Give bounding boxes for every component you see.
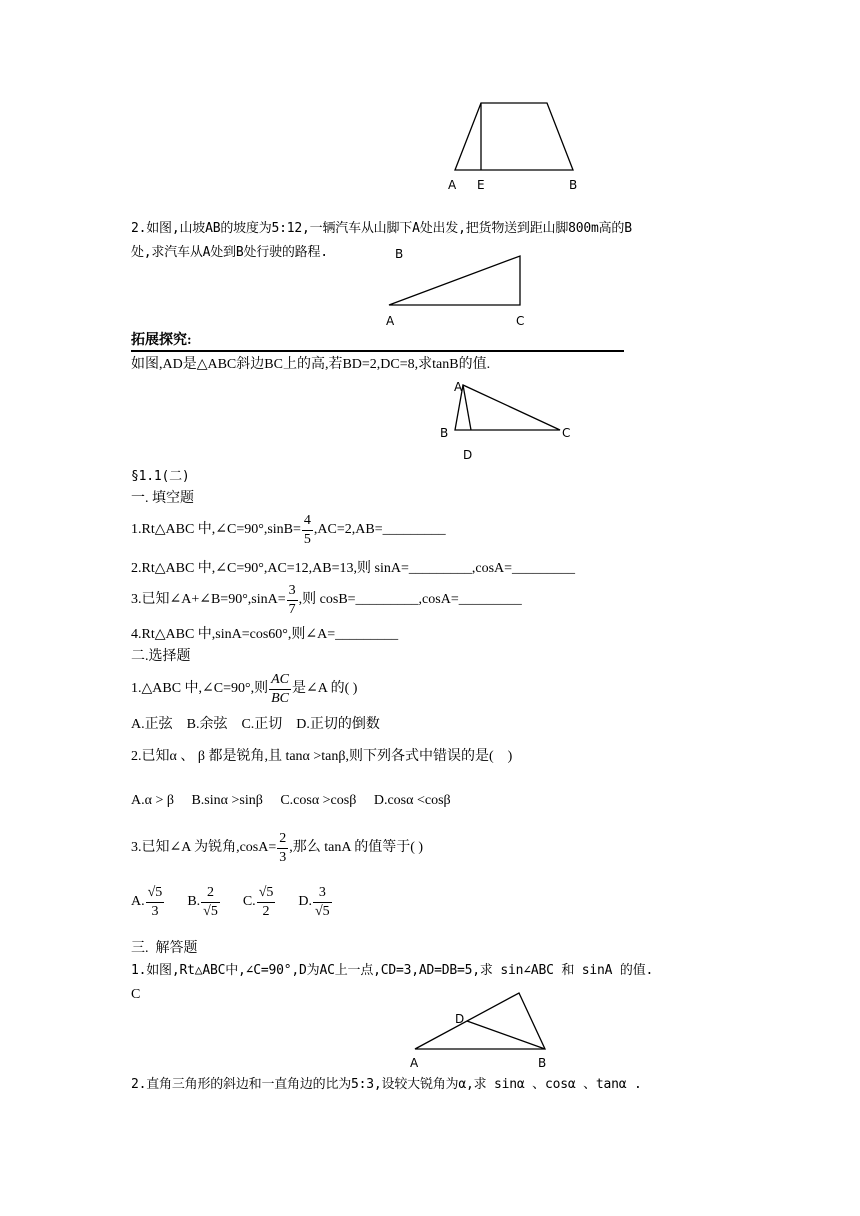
answer-question-1-c: C: [131, 987, 141, 1002]
choice-2-options: A.α > β B.sinα >sinβ C.cosα >cosβ D.cosα <cosβ: [131, 793, 451, 808]
fraction-numerator: √5: [146, 884, 165, 903]
figure-label-c: C: [516, 314, 525, 328]
answer-heading: 三. 解答题: [131, 941, 198, 956]
option-d-letter: D.: [298, 894, 312, 909]
option-c-letter: C.: [242, 894, 256, 909]
fraction-denominator: 2: [262, 903, 270, 919]
fill-3-post: ,则 cosB=_________,cosA=_________: [298, 592, 522, 607]
fraction: [269, 671, 291, 708]
fraction-denominator: √5: [315, 903, 330, 919]
problem2-line1: 2.如图,山坡AB的坡度为5:12,一辆汽车从山脚下A处出发,把货物送到距山脚800m高的B: [131, 221, 632, 236]
fraction-numerator: 2: [277, 830, 288, 849]
figure-label-b: B: [440, 426, 449, 440]
problem2-line2: 处,求汽车从A处到B处行驶的路程.: [131, 245, 328, 260]
figure-label-a: A: [454, 380, 463, 394]
figure-label-b: B: [538, 1056, 547, 1070]
figure-label-d: D: [455, 1012, 465, 1026]
choice-1-pre: 1.△ABC 中,∠C=90°,则: [131, 681, 269, 696]
figure-label-c: C: [562, 426, 571, 440]
fraction-denominator: 3: [151, 903, 159, 919]
fraction: [257, 884, 276, 921]
fraction: [201, 884, 220, 921]
choice-3-post: ,那么 tanA 的值等于( ): [289, 840, 424, 855]
fraction: [287, 582, 298, 619]
section-title: §1.1(二): [131, 469, 190, 484]
answer-question-1: 1.如图,Rt△ABC中,∠C=90°,D为AC上一点,CD=3,AD=DB=5,求 sin∠ABC 和 sinA 的值.: [131, 963, 654, 978]
figure-label-e: E: [477, 178, 485, 192]
fill-question-3: [131, 580, 522, 620]
fraction-denominator: 5: [303, 531, 311, 547]
fraction-denominator: 3: [279, 849, 287, 865]
fill-question-2: 2.Rt△ABC 中,∠C=90°,AC=12,AB=13,则 sinA=_________,cosA=_________: [131, 561, 576, 576]
option-a-letter: A.: [131, 894, 145, 909]
fraction-numerator: 3: [287, 582, 298, 601]
fill-1-post: ,AC=2,AB=_________: [313, 522, 446, 537]
choice-question-2: 2.已知α 、 β 都是锐角,且 tanα >tanβ,则下列各式中错误的是( ): [131, 749, 513, 764]
fill-3-pre: 3.已知∠A+∠B=90°,sinA=: [131, 592, 286, 607]
slope-figure: [389, 256, 520, 305]
fraction: [302, 512, 313, 549]
figure-label-a: A: [448, 178, 457, 192]
fraction-numerator: 3: [313, 884, 332, 903]
figure-label-d: D: [463, 448, 473, 462]
fraction-numerator: 2: [201, 884, 220, 903]
figure-label-a: A: [386, 314, 395, 328]
extension-heading: 拓展探究:: [131, 333, 192, 348]
fraction-denominator: 7: [288, 601, 296, 617]
heading-rule: [131, 350, 624, 352]
trapezoid-figure: [455, 103, 573, 170]
choice-question-1: [131, 668, 357, 710]
choice-heading: 二.选择题: [131, 649, 191, 664]
fraction: [313, 884, 332, 921]
fraction-numerator: 4: [302, 512, 313, 531]
choice-question-3: [131, 828, 423, 868]
figure-label-a: A: [410, 1056, 419, 1070]
choice-1-post: 是∠A 的( ): [292, 681, 358, 696]
fraction-numerator: √5: [257, 884, 276, 903]
fill-question-4: 4.Rt△ABC 中,sinA=cos60°,则∠A=_________: [131, 627, 399, 642]
fraction: [277, 830, 288, 867]
figure-label-b: B: [569, 178, 578, 192]
choice-3-options: [131, 880, 333, 924]
choice-1-options: A.正弦 B.余弦 C.正切 D.正切的倒数: [131, 717, 380, 732]
fraction-denominator: √5: [203, 903, 218, 919]
answer-question-2: 2.直角三角形的斜边和一直角边的比为5:3,设较大锐角为α,求 sinα 、cosα 、tanα .: [131, 1077, 642, 1092]
fill-question-1: [131, 510, 446, 550]
option-b-letter: B.: [187, 894, 201, 909]
fill-heading: 一. 填空题: [131, 491, 194, 506]
fraction: [146, 884, 165, 921]
figure-label-b: B: [395, 247, 404, 261]
extension-text: 如图,AD是△ABC斜边BC上的高,若BD=2,DC=8,求tanB的值.: [131, 357, 491, 372]
fraction-numerator: AC: [269, 671, 291, 690]
fill-1-pre: 1.Rt△ABC 中,∠C=90°,sinB=: [131, 522, 301, 537]
fraction-denominator: BC: [271, 690, 290, 706]
triangle-adb-figure: [415, 993, 545, 1049]
right-triangle-abc-figure: [455, 385, 560, 430]
choice-3-pre: 3.已知∠A 为锐角,cosA=: [131, 840, 277, 855]
